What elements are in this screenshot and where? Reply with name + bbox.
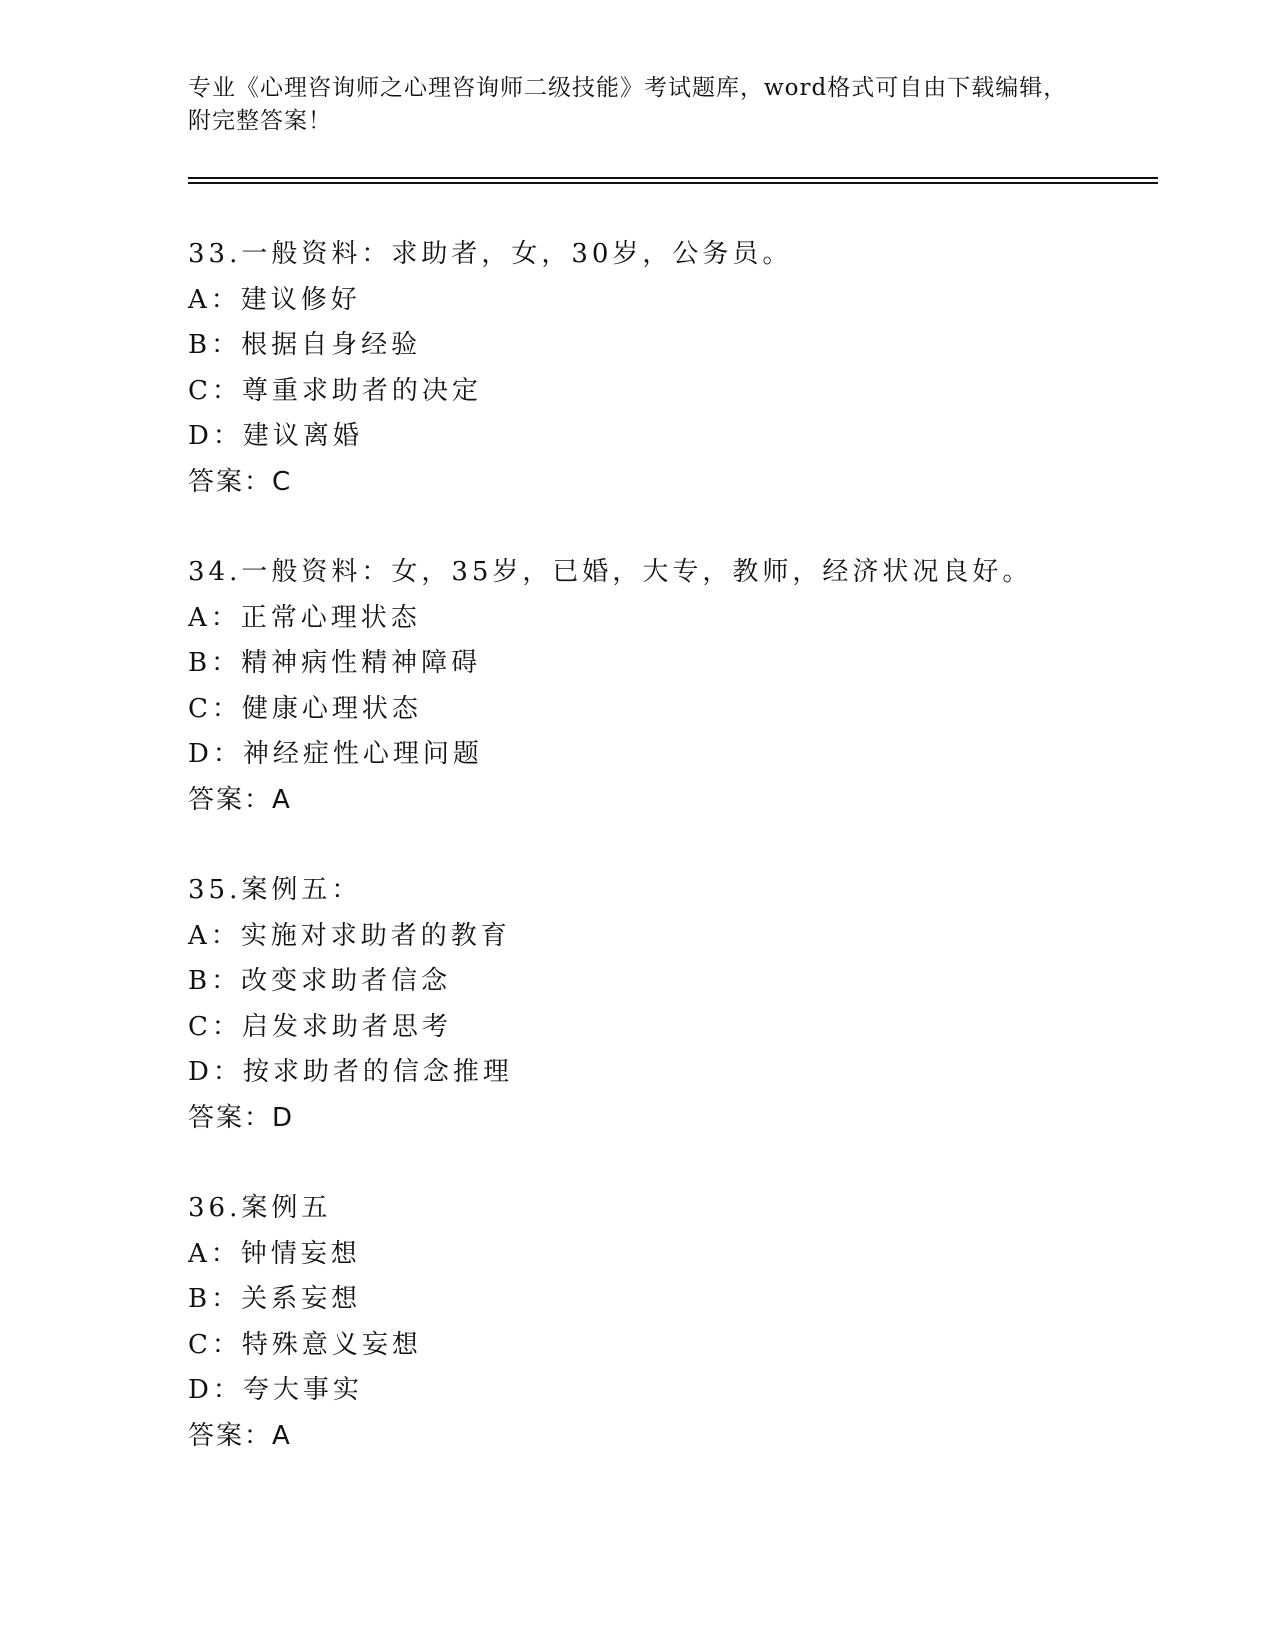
- answer-line: 答案：A: [188, 1420, 292, 1451]
- answer-line: 答案：A: [188, 784, 292, 815]
- question-block-33: [188, 232, 1138, 505]
- document-header: 专业《心理咨询师之心理咨询师二级技能》考试题库，word格式可自由下载编辑，附完整答案！: [188, 75, 1068, 134]
- option-d: D：建议离婚: [188, 421, 363, 451]
- question-stem: 35.案例五：: [188, 875, 362, 905]
- option-d: D：按求助者的信念推理: [188, 1057, 513, 1087]
- option-a: A：建议修好: [188, 284, 361, 315]
- option-c: C：特殊意义妄想: [188, 1329, 422, 1360]
- header-rule-bottom: [188, 182, 1158, 184]
- question-block-35: [188, 868, 1138, 1141]
- question-block-34: [188, 550, 1138, 823]
- option-c: C：健康心理状态: [188, 693, 422, 724]
- option-c: C：尊重求助者的决定: [188, 375, 482, 406]
- option-b: B：根据自身经验: [188, 330, 422, 360]
- answer-line: 答案：D: [188, 1102, 295, 1133]
- answer-line: 答案：C: [188, 466, 293, 497]
- option-a: A：钟情妄想: [188, 1238, 361, 1269]
- option-a: A：实施对求助者的教育: [188, 920, 511, 951]
- option-d: D：夸大事实: [188, 1375, 363, 1405]
- question-stem: 36.案例五: [188, 1193, 332, 1223]
- option-b: B：精神病性精神障碍: [188, 648, 482, 678]
- option-d: D：神经症性心理问题: [188, 739, 483, 769]
- option-c: C：启发求助者思考: [188, 1011, 452, 1042]
- question-stem: 33.一般资料：求助者，女，30岁，公务员。: [188, 239, 793, 269]
- question-stem: 34.一般资料：女，35岁，已婚，大专，教师，经济状况良好。: [188, 557, 1033, 587]
- option-a: A：正常心理状态: [188, 602, 421, 633]
- option-b: B：关系妄想: [188, 1284, 362, 1314]
- header-rule-top: [188, 177, 1158, 179]
- question-block-36: [188, 1186, 1138, 1459]
- option-b: B：改变求助者信念: [188, 966, 452, 996]
